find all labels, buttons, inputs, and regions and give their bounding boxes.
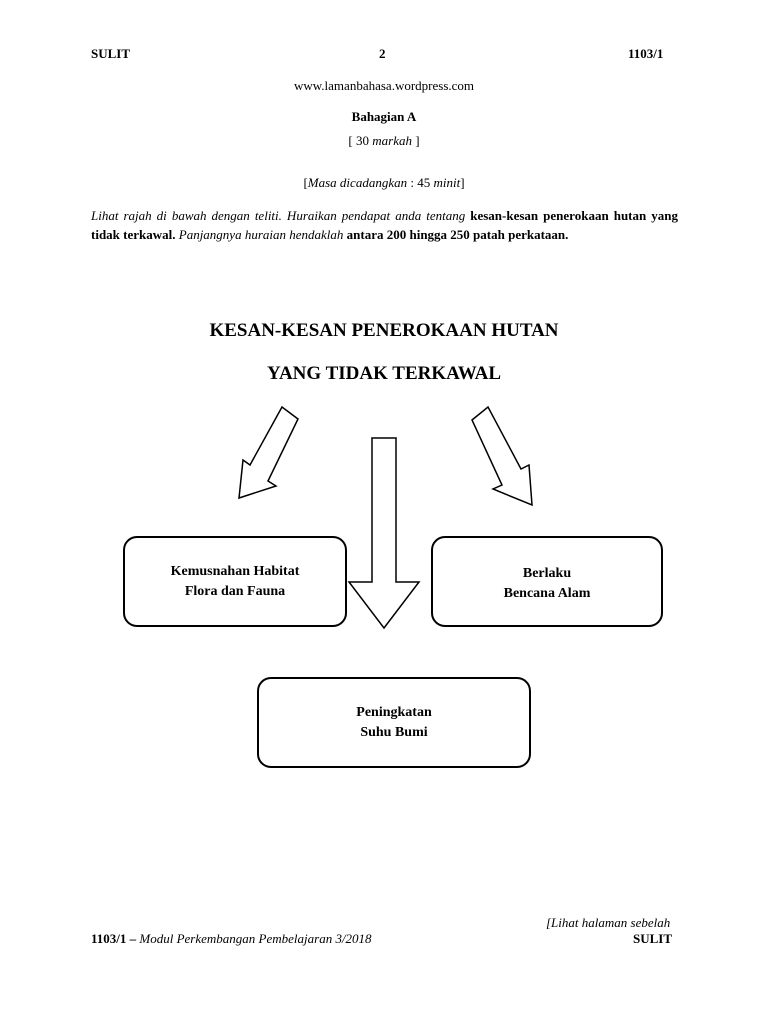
time-open: [ <box>303 175 308 190</box>
header-page-number: 2 <box>379 46 386 61</box>
box-global-warming <box>257 677 531 768</box>
footer-next-page: [Lihat halaman sebelah <box>546 915 671 930</box>
box-warming-line1: Peningkatan <box>356 704 432 720</box>
instruction-part3: Panjangnya huraian hendaklah <box>175 227 347 242</box>
box-disaster-line2: Bencana Alam <box>503 586 591 601</box>
instruction-part4: antara 200 hingga 250 patah perkataan. <box>346 227 569 242</box>
diagram-title-line2: YANG TIDAK TERKAWAL <box>266 363 502 384</box>
time-label: Masa dicadangkan <box>307 175 408 190</box>
box-natural-disaster <box>431 536 663 627</box>
box-habitat-destruction <box>123 536 347 627</box>
arrow-left <box>239 407 298 498</box>
marks-close: ] <box>411 133 420 148</box>
marks-open: [ 30 <box>348 133 373 148</box>
time-unit: minit <box>433 175 461 190</box>
time-mid: : 45 <box>407 175 434 190</box>
arrow-center <box>349 438 419 628</box>
section-title: Bahagian A <box>351 109 417 124</box>
instruction-part2: kesan-kesan penerokaan hutan yang tidak terkawal. <box>91 208 678 242</box>
footer-sulit: SULIT <box>633 931 673 946</box>
footer-module <box>91 931 372 947</box>
footer-code: 1103/1 <box>91 931 127 946</box>
instruction-part1: Lihat rajah di bawah dengan teliti. Huraikan pendapat anda tentang <box>91 208 471 223</box>
marks-word: markah <box>372 133 412 148</box>
box-disaster-line1: Berlaku <box>522 566 572 581</box>
footer-dash: – <box>126 931 140 946</box>
time-close: ] <box>460 175 465 190</box>
diagram-title-line1: KESAN-KESAN PENEROKAAN HUTAN <box>209 320 559 341</box>
box-warming-line2: Suhu Bumi <box>360 724 428 740</box>
box-habitat-line1: Kemusnahan Habitat <box>170 563 300 579</box>
footer-module-name: Modul Perkembangan Pembelajaran 3/2018 <box>139 931 372 946</box>
header-sulit: SULIT <box>91 46 131 61</box>
website-url: www.lamanbahasa.wordpress.com <box>293 78 475 93</box>
arrow-right <box>472 407 532 505</box>
box-habitat-line2: Flora dan Fauna <box>184 583 286 599</box>
header-code: 1103/1 <box>628 46 664 61</box>
